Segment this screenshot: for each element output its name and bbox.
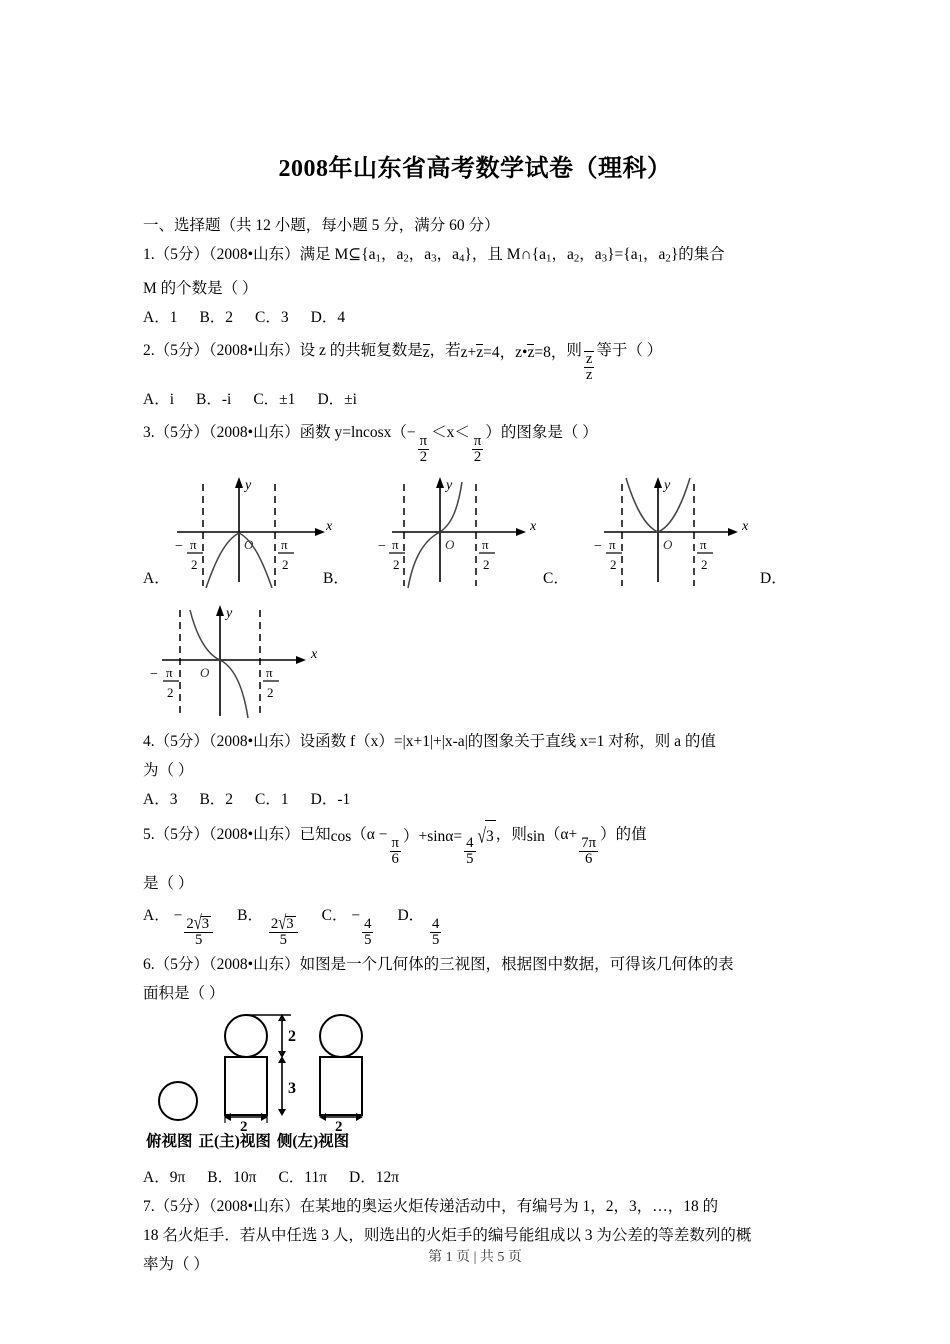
q5-option-a[interactable] [143, 906, 215, 949]
q5-option-b-label: B． [237, 906, 263, 924]
question-6-three-view-figure [143, 1011, 811, 1163]
q5-option-b-frac [269, 912, 298, 949]
q7-number: 7. [143, 1197, 155, 1215]
three-view-captions [146, 1129, 355, 1151]
q5-comma: ， [495, 825, 512, 843]
q2-eq1-zbar: z [476, 344, 484, 362]
svg-text:2: 2 [191, 556, 198, 572]
q1-option-c[interactable]: C．3 [255, 308, 289, 326]
question-4-line1 [143, 728, 811, 755]
q3-option-d-label[interactable]: D． [760, 569, 787, 587]
q4-number: 4. [143, 732, 155, 750]
svg-text:2: 2 [267, 684, 274, 700]
svg-text:y: y [664, 477, 671, 493]
question-5-line1 [143, 819, 811, 868]
q5-option-b[interactable] [237, 906, 300, 949]
q6-option-d[interactable]: D．12π [349, 1168, 400, 1186]
q2-fraction [584, 351, 595, 384]
q3-graph-a[interactable] [163, 470, 333, 588]
q2-number: 2. [143, 341, 155, 359]
q5-frac-6: 6 [391, 851, 399, 868]
question-7-line2: 18 名火炬手．若从中任选 3 人，则选出的火炬手的编号能组成以 3 为公差的等差数列的概 [143, 1226, 752, 1244]
q6-score: （5分） [154, 955, 209, 973]
q5-option-a-sign: − [173, 906, 183, 924]
q7-source: （2008•山东） [208, 1197, 300, 1215]
svg-text:π: π [609, 536, 616, 552]
three-view-diagram [143, 1011, 413, 1131]
q6-text: 如图是一个几何体的三视图，根据图中数据，可得该几何体的表 [299, 955, 734, 973]
q4-score: （5分） [154, 732, 209, 750]
q1-text-b: }，且 M∩{a [464, 246, 547, 263]
q6-source: （2008•山东） [208, 955, 300, 973]
q5-option-b-den: 5 [279, 932, 287, 949]
svg-text:2: 2 [701, 556, 708, 572]
q1-score: （5分） [154, 246, 209, 263]
svg-text:O: O [244, 536, 254, 552]
q3-graph-c[interactable] [590, 470, 760, 588]
q4-source: （2008•山东） [208, 732, 300, 750]
q5-sqrt3 [478, 820, 496, 853]
svg-text:2: 2 [610, 556, 617, 572]
question-7-line3: 率为（ ） [143, 1255, 209, 1273]
q5-frac-7pi-6 [579, 836, 598, 868]
q5-equals: = [453, 828, 463, 846]
q5-cos: cos [330, 828, 352, 846]
question-6-options [143, 1164, 811, 1191]
q3-graph-d[interactable] [148, 598, 318, 716]
q5-option-c-num: 4 [364, 915, 372, 932]
question-3-graph-row-2 [143, 598, 811, 728]
q3-frac-right-den: 2 [473, 449, 482, 466]
q6-option-a[interactable]: A．9π [143, 1168, 186, 1186]
q5-option-a-label: A． [143, 906, 170, 924]
q2-tail: 等于（ ） [596, 341, 663, 359]
q1-option-b[interactable]: B．2 [199, 308, 234, 326]
question-4-options [143, 786, 811, 813]
svg-text:−: − [378, 538, 386, 554]
q5-frac-4: 4 [466, 834, 474, 851]
q3-x: x [446, 423, 455, 441]
q5-alpha: α [445, 828, 454, 846]
svg-text:2: 2 [393, 556, 400, 572]
q6-number: 6. [143, 955, 155, 973]
q2-eq1-c: =4， [483, 344, 516, 362]
q5-option-b-num: 2√3 [269, 916, 298, 933]
q3-frac-right [472, 434, 483, 466]
q2-z-conjugate: z [422, 344, 430, 362]
q5-frac-5: 5 [466, 851, 474, 868]
q5-frac-pi-6 [390, 836, 401, 868]
q2-score: （5分） [154, 341, 209, 359]
page-footer: 第 1 页 | 共 5 页 [428, 1250, 522, 1265]
q5-lead: 已知 [299, 825, 331, 843]
q5-sqrt3-value: 3 [485, 820, 496, 853]
caption-front-view: 正(主)视图 [198, 1132, 271, 1150]
svg-text:x: x [742, 518, 749, 534]
q3-frac-left-den: 2 [419, 449, 428, 466]
svg-text:−: − [175, 538, 183, 554]
question-3-graph-row-1 [143, 468, 811, 598]
svg-text:O: O [663, 536, 673, 552]
q5-source: （2008•山东） [208, 825, 300, 843]
question-2-options [143, 386, 811, 413]
svg-text:2: 2 [167, 684, 174, 700]
svg-text:π: π [166, 664, 173, 680]
q2-eq1-a: z+ [460, 344, 477, 362]
svg-text:π: π [700, 536, 707, 552]
q3-frac-right-num: π [473, 432, 482, 449]
q4-option-d[interactable]: D．‑1 [310, 790, 351, 808]
svg-text:x: x [311, 646, 318, 662]
q5-score: （5分） [154, 825, 209, 843]
question-6-line1 [143, 951, 811, 978]
question-1-line1: 1.（5分）（2008•山东）满足 $M⊆\{a_1$，$a_2$，$a_3$，$a_4$}，且 $M\cap\{a_1$，$a_2$，$a_3\}=\{a_1$，$a_2$}的集合 [143, 246, 725, 265]
q5-option-d-frac [430, 917, 441, 949]
q2-option-d[interactable]: D．±i [317, 390, 357, 408]
q2-mid2: 则 [566, 341, 582, 359]
q6-option-b[interactable]: B．10π [207, 1168, 257, 1186]
q3-minus: − [406, 423, 416, 441]
svg-text:−: − [150, 666, 158, 682]
section-heading-text: 一、选择题（共 12 小题，每小题 5 分，满分 60 分） [143, 217, 500, 234]
question-1-options [143, 304, 811, 331]
q3-lt1: ＜ [431, 423, 447, 441]
question-1-line2: M 的个数是（ ） [143, 279, 258, 297]
q3-lt2: ＜ [454, 423, 470, 441]
q5-option-d-label: D． [397, 906, 425, 924]
q2-fraction-numerator: z [585, 350, 593, 367]
q1-number: 1. [143, 246, 155, 263]
q2-option-a[interactable]: A．i [143, 390, 175, 408]
question-2-line1 [143, 337, 811, 384]
radical-icon: √ [193, 912, 202, 935]
q5-number: 5. [143, 825, 155, 843]
q3-tail: ）的图象是（ ） [485, 423, 598, 441]
q3-graph-b[interactable] [378, 470, 548, 588]
q3-option-a-label[interactable]: A． [143, 569, 170, 587]
dim-body-height: 3 [288, 1079, 296, 1097]
caption-side-view: 侧(左)视图 [276, 1132, 350, 1150]
q5-option-a-den: 5 [195, 932, 203, 949]
q3-option-c-label[interactable]: C． [543, 569, 569, 587]
q7-score: （5分） [154, 1197, 209, 1215]
q3-source: （2008•山东） [208, 423, 300, 441]
q5-option-a-frac [184, 912, 213, 949]
q2-source: （2008•山东） [208, 341, 300, 359]
svg-text:O: O [445, 536, 455, 552]
q3-number: 3. [143, 423, 155, 441]
dim-front-width: 2 [240, 1118, 248, 1131]
q5-option-d-den: 5 [432, 932, 440, 949]
q2-eq2-c: =8， [534, 344, 567, 362]
q1-text-c: }={a [607, 246, 638, 263]
q4-option-c[interactable]: C．1 [255, 790, 289, 808]
q5-expr2-close: ）的值 [600, 825, 647, 843]
radical-icon: √ [278, 912, 287, 935]
q2-fraction-denominator: z [585, 367, 593, 384]
svg-text:x: x [530, 518, 537, 534]
svg-text:O: O [200, 664, 210, 680]
q2-option-b[interactable]: B．‑i [196, 390, 232, 408]
q2-mid1: ，若 [429, 341, 461, 359]
document-content [143, 212, 811, 1280]
page-title: 2008年山东省高考数学试卷（理科） [278, 156, 672, 182]
q1-text-a: 满足 M⊆{a [299, 246, 376, 263]
q5-option-c-label: C． [321, 906, 348, 924]
q2-eq2-a: z• [515, 344, 528, 362]
q5-option-d[interactable] [397, 906, 443, 949]
q2-option-c[interactable]: C．±1 [253, 390, 296, 408]
svg-text:y: y [226, 605, 233, 621]
q4-text: 设函数 f（x）=|x+1|+|x‑a|的图象关于直线 x=1 对称，则 a 的值 [299, 732, 716, 750]
q3-score: （5分） [154, 423, 209, 441]
q5-option-c[interactable] [321, 906, 376, 949]
q5-frac-pi: π [391, 834, 399, 851]
caption-top-view: 俯视图 [146, 1132, 193, 1150]
q4-option-b[interactable]: B．2 [199, 790, 234, 808]
q2-eq2-zbar: z [527, 344, 535, 362]
q5-then: 则 [511, 825, 527, 843]
q3-option-b-label[interactable]: B． [323, 569, 349, 587]
radical-icon: √ [477, 825, 487, 849]
svg-text:−: − [594, 538, 602, 554]
q5-option-c-sign: − [351, 906, 361, 924]
svg-text:x: x [326, 518, 333, 534]
svg-text:π: π [392, 536, 399, 552]
q3-frac-left-num: π [419, 432, 428, 449]
dim-sphere-height: 2 [288, 1027, 296, 1045]
q5-expr-open: （α − [351, 825, 388, 843]
q5-option-d-num: 4 [432, 915, 440, 932]
q1-text-d: }的集合 [670, 246, 725, 263]
question-5-options [143, 899, 811, 949]
question-5-line2: 是（ ） [143, 874, 194, 892]
q5-frac-6b: 6 [585, 851, 593, 868]
q5-frac-4-5 [464, 836, 475, 868]
svg-text:π: π [190, 536, 197, 552]
question-6-line2: 面积是（ ） [143, 984, 225, 1002]
q2-lead: 设 z 的共轭复数是 [299, 341, 423, 359]
svg-text:2: 2 [483, 556, 490, 572]
svg-text:y: y [446, 477, 453, 493]
question-4-line2: 为（ ） [143, 761, 194, 779]
q5-frac-7pi: 7π [581, 834, 597, 851]
q1-option-d[interactable]: D．4 [310, 308, 346, 326]
q3-frac-left [418, 434, 429, 466]
svg-text:y: y [245, 477, 252, 493]
q6-option-c[interactable]: C．11π [278, 1168, 328, 1186]
q5-option-a-num: 2√3 [184, 916, 213, 933]
question-7-line1 [143, 1193, 811, 1220]
q5-option-c-frac [362, 917, 373, 949]
q5-option-c-den: 5 [364, 932, 372, 949]
q1-option-a[interactable]: A．1 [143, 308, 178, 326]
q1-source: （2008•山东） [208, 246, 300, 263]
q5-sin: sin [526, 828, 545, 846]
dim-side-width: 2 [335, 1118, 343, 1131]
q7-text: 在某地的奥运火炬传递活动中，有编号为 1，2，3，…，18 的 [299, 1197, 719, 1215]
q4-option-a[interactable]: A．3 [143, 790, 178, 808]
section-heading [143, 212, 811, 239]
q5-expr2-open: （α+ [544, 825, 578, 843]
svg-text:π: π [266, 664, 273, 680]
question-3-line1 [143, 419, 811, 466]
q5-expr-close: ）+sin [402, 828, 446, 846]
svg-text:π: π [281, 536, 288, 552]
svg-text:2: 2 [282, 556, 289, 572]
q3-lead: 函数 y=lncosx（ [299, 423, 407, 441]
svg-text:π: π [482, 536, 489, 552]
